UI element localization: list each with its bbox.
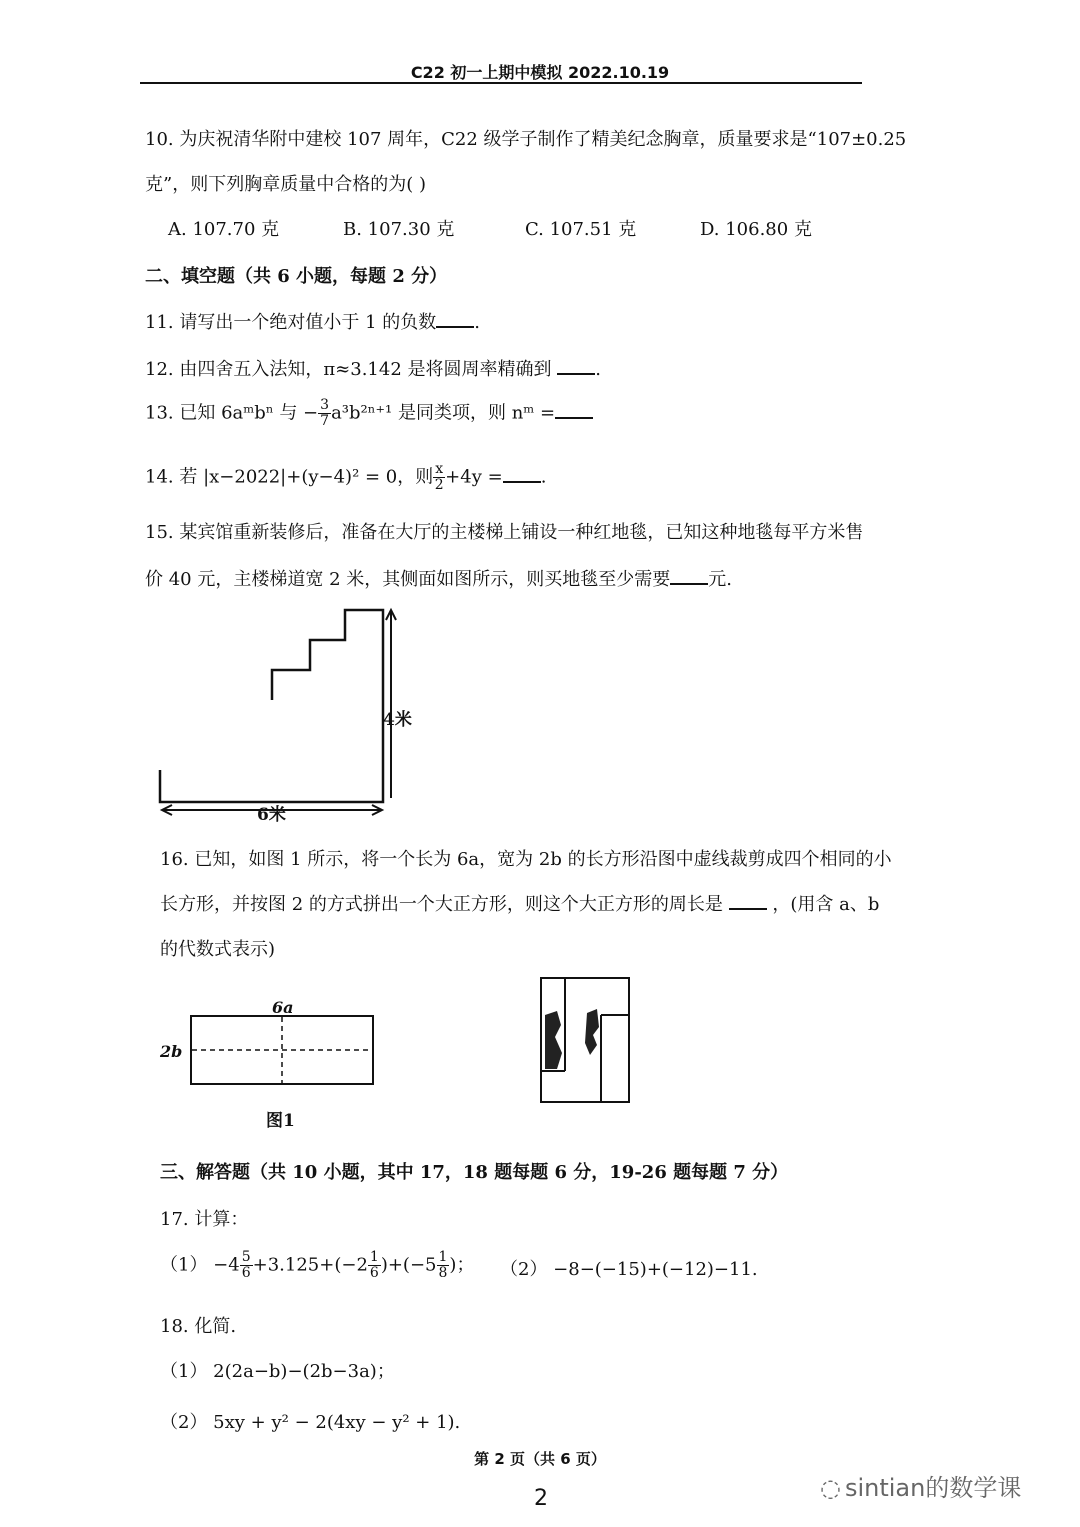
- q16-line2: [160, 890, 879, 916]
- q10-option-b: B. 107.30 克: [343, 219, 455, 240]
- page-footer: 第 2 页（共 6 页）: [474, 1450, 606, 1468]
- figure2-square: [535, 975, 635, 1105]
- stair-width-label: 6米: [257, 805, 286, 825]
- q17-part1: [160, 1250, 474, 1281]
- q16-blank: [729, 894, 767, 910]
- figure1-top-label: 6a: [272, 998, 294, 1017]
- q10-option-a: A. 107.70 克: [168, 219, 280, 240]
- q14: [145, 462, 546, 493]
- q10-option-d: D. 106.80 克: [700, 219, 812, 240]
- q16-line2-end: ，(用含 a、b: [772, 894, 880, 915]
- q12-end: .: [595, 359, 601, 380]
- q15-blank: [670, 569, 708, 585]
- q14-fraction: $\frac{x}{2}$: [434, 461, 444, 493]
- q12-blank: [557, 359, 595, 375]
- q15-line1: 15. 某宾馆重新装修后，准备在大厅的主楼梯上铺设一种红地毯，已知这种地毯每平方米售: [145, 522, 864, 543]
- q18-part1: （1） 2(2a−b)−(2b−3a)；: [160, 1361, 395, 1382]
- q17-frac2: $\frac{1}{6}$: [369, 1249, 379, 1281]
- page-number: 2: [534, 1486, 548, 1511]
- q13-mid: a³b²ⁿ⁺¹ 是同类项，则 nᵐ =: [331, 402, 556, 424]
- q15-end: 元.: [708, 569, 732, 590]
- q14-pre: 14. 若 |x−2022|+(y−4)² = 0，则: [145, 466, 434, 488]
- q16-line3: 的代数式表示): [160, 939, 276, 960]
- q18-part2: （2） 5xy + y² − 2(4xy − y² + 1).: [160, 1412, 461, 1433]
- q17-title: 17. 计算：: [160, 1209, 249, 1230]
- watermark-wechat-icon: ◌: [820, 1474, 841, 1502]
- q17-frac3: $\frac{1}{8}$: [438, 1249, 448, 1281]
- q13-fraction: $\frac{3}{7}$: [320, 397, 330, 429]
- watermark: [820, 1468, 1021, 1503]
- q17-p1-c: )+(−5: [380, 1254, 437, 1276]
- q10-line1: 10. 为庆祝清华附中建校 107 周年，C22 级学子制作了精美纪念胸章，质量要求是“107±0.25: [145, 129, 907, 150]
- header-rule: [140, 82, 862, 84]
- q11-text: 11. 请写出一个绝对值小于 1 的负数: [145, 312, 437, 333]
- q15-line2: [145, 565, 732, 591]
- q13: [145, 398, 593, 429]
- section3-title: 三、解答题（共 10 小题，其中 17，18 题每题 6 分，19-26 题每题 7 分）: [160, 1162, 789, 1183]
- figure1-left-label: 2b: [160, 1042, 183, 1061]
- q17-frac1: $\frac{5}{6}$: [241, 1249, 251, 1281]
- q17-p1-b: +3.125+(−2: [252, 1254, 368, 1276]
- figure1-rectangle: [190, 1015, 375, 1087]
- q11-blank: [436, 312, 474, 328]
- q12: [145, 355, 601, 381]
- q14-end: .: [540, 466, 547, 488]
- q14-mid: +4y =: [445, 466, 503, 488]
- figure1-caption: 图1: [266, 1111, 295, 1131]
- section2-title: 二、填空题（共 6 小题，每题 2 分）: [145, 266, 448, 287]
- q16-line1: 16. 已知，如图 1 所示，将一个长为 6a，宽为 2b 的长方形沿图中虚线裁剪成四个相同的小: [160, 849, 892, 870]
- q17-p1-d: )；: [449, 1254, 475, 1276]
- page-header: C22 初一上期中模拟 2022.10.19: [410, 63, 670, 82]
- q13-pre: 13. 已知 6aᵐbⁿ 与 −: [145, 402, 319, 424]
- q14-blank: [503, 467, 541, 483]
- q10-line2: 克”，则下列胸章质量中合格的为( ): [145, 174, 426, 195]
- q10-option-c: C. 107.51 克: [525, 219, 637, 240]
- q13-blank: [555, 403, 593, 419]
- stair-height-label: 4米: [383, 710, 412, 730]
- q11-end: .: [474, 312, 480, 333]
- q15-line2-text: 价 40 元，主楼梯道宽 2 米，其侧面如图所示，则买地毯至少需要: [145, 569, 671, 590]
- q11: [145, 308, 480, 334]
- q16-line2-text: 长方形，并按图 2 的方式拼出一个大正方形，则这个大正方形的周长是: [160, 894, 723, 915]
- q17-p1-a: （1） −4: [160, 1254, 240, 1276]
- q18-title: 18. 化简.: [160, 1316, 237, 1337]
- watermark-text: sintian的数学课: [844, 1474, 1022, 1502]
- stair-figure: [150, 600, 420, 825]
- q17-part2: （2） −8−(−15)+(−12)−11.: [500, 1259, 758, 1280]
- q12-text: 12. 由四舍五入法知，π≈3.142 是将圆周率精确到: [145, 359, 552, 380]
